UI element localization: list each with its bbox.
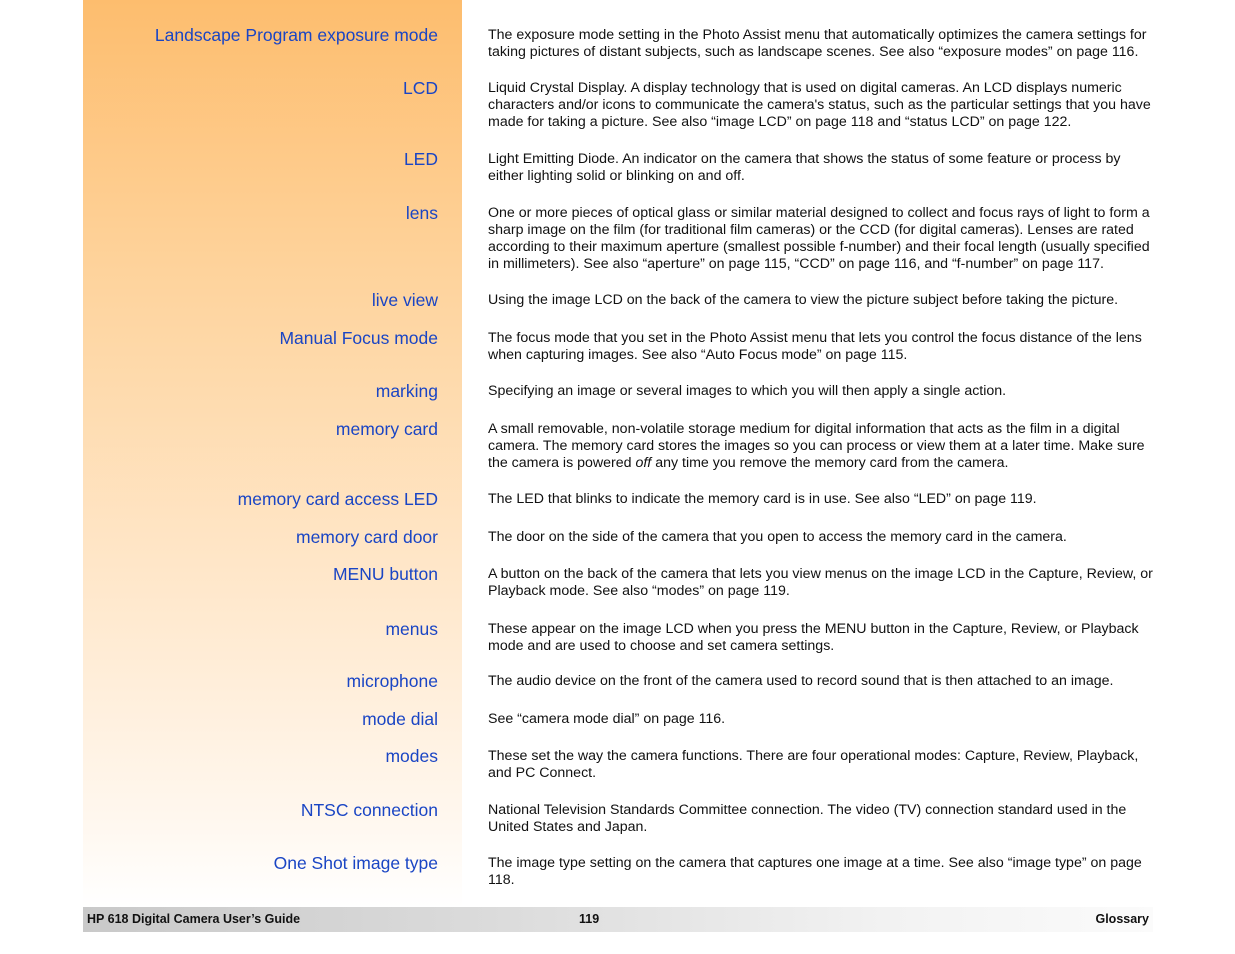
glossary-term: NTSC connection bbox=[300, 800, 438, 820]
glossary-term: LCD bbox=[402, 78, 438, 98]
glossary-term: Manual Focus mode bbox=[279, 328, 438, 348]
footer-title: HP 618 Digital Camera User’s Guide bbox=[87, 912, 301, 926]
glossary-definition: The image type setting on the camera that captures one image at a time. See also “image type” on page 118. bbox=[488, 855, 1142, 888]
glossary-term: memory card door bbox=[296, 527, 438, 547]
glossary-definition: The audio device on the front of the camera used to record sound that is then attached to an image. bbox=[488, 673, 1114, 689]
definition-text: any time you remove the memory card from the camera. bbox=[651, 455, 1009, 471]
glossary-definition: The LED that blinks to indicate the memory card is in use. See also “LED” on page 119. bbox=[488, 491, 1037, 507]
glossary-term: lens bbox=[405, 203, 438, 223]
glossary-term: One Shot image type bbox=[273, 853, 438, 873]
glossary-definition: These appear on the image LCD when you press the MENU button in the Capture, Review, or Playback mode and are used to choose and set camera settings. bbox=[488, 621, 1139, 654]
glossary-term: mode dial bbox=[362, 709, 438, 729]
glossary-definition: The door on the side of the camera that you open to access the memory card in the camera. bbox=[488, 529, 1067, 545]
glossary-term: Landscape Program exposure mode bbox=[154, 25, 438, 45]
footer-section: Glossary bbox=[1095, 912, 1149, 926]
glossary-definition: National Television Standards Committee connection. The video (TV) connection standard used in the United States and Japan. bbox=[488, 802, 1127, 835]
glossary-definition bbox=[488, 421, 1156, 472]
glossary-term: MENU button bbox=[332, 564, 438, 584]
glossary-definition: The focus mode that you set in the Photo Assist menu that lets you control the focus distance of the lens when capturing images. See also “Auto Focus mode” on page 115. bbox=[488, 330, 1142, 363]
glossary-term: live view bbox=[371, 290, 438, 310]
glossary-term: memory card bbox=[335, 419, 438, 439]
glossary-definition: Using the image LCD on the back of the camera to view the picture subject before taking the picture. bbox=[488, 292, 1119, 308]
definition-emphasis: off bbox=[635, 455, 652, 471]
definition-text: A small removable, non-volatile storage medium for digital information that acts as the film in a digital camera. The memory card stores the images so you can process or view them at a later time. Make sure the camera is powered bbox=[488, 421, 1145, 471]
glossary-definition: These set the way the camera functions. There are four operational modes: Capture, Review, Playback, and PC Connect. bbox=[488, 748, 1139, 781]
glossary-definition: A button on the back of the camera that lets you view menus on the image LCD in the Capture, Review, or Playback mode. See also “modes” on page 119. bbox=[488, 566, 1153, 599]
page-number: 119 bbox=[579, 912, 600, 926]
glossary-definition: See “camera mode dial” on page 116. bbox=[488, 711, 726, 727]
glossary-term: microphone bbox=[346, 671, 438, 691]
glossary-definition: The exposure mode setting in the Photo Assist menu that automatically optimizes the camera settings for taking pictures of distant subjects, such as landscape scenes. See also “exposure modes” on page 116. bbox=[488, 27, 1147, 60]
glossary-definition: Liquid Crystal Display. A display technology that is used on digital cameras. An LCD displays numeric characters and/or icons to communicate the camera's status, such as the particular settings that you have made for taking a picture. See also “image LCD” on page 118 and “status LCD” on page 122. bbox=[488, 80, 1151, 130]
glossary-term: marking bbox=[375, 381, 438, 401]
glossary-term: modes bbox=[385, 746, 438, 766]
glossary-term: memory card access LED bbox=[237, 489, 438, 509]
glossary-definition: Specifying an image or several images to which you will then apply a single action. bbox=[488, 383, 1007, 399]
page-footer bbox=[83, 907, 1153, 932]
sidebar-gradient bbox=[83, 0, 462, 907]
glossary-term: LED bbox=[403, 149, 438, 169]
glossary-term: menus bbox=[385, 619, 438, 639]
glossary-definition: Light Emitting Diode. An indicator on the camera that shows the status of some feature or process by either lighting solid or blinking on and off. bbox=[488, 151, 1121, 184]
glossary-definition: One or more pieces of optical glass or similar material designed to collect and focus rays of light to form a sharp image on the film (for traditional film cameras) or the CCD (for digital cameras). Lenses are rated according to their maximum aperture (smallest possible f-number) and their focal length (usually specified in millimeters). See also “aperture” on page 115, “CCD” on page 116, and “f-number” on page 117. bbox=[488, 205, 1150, 272]
